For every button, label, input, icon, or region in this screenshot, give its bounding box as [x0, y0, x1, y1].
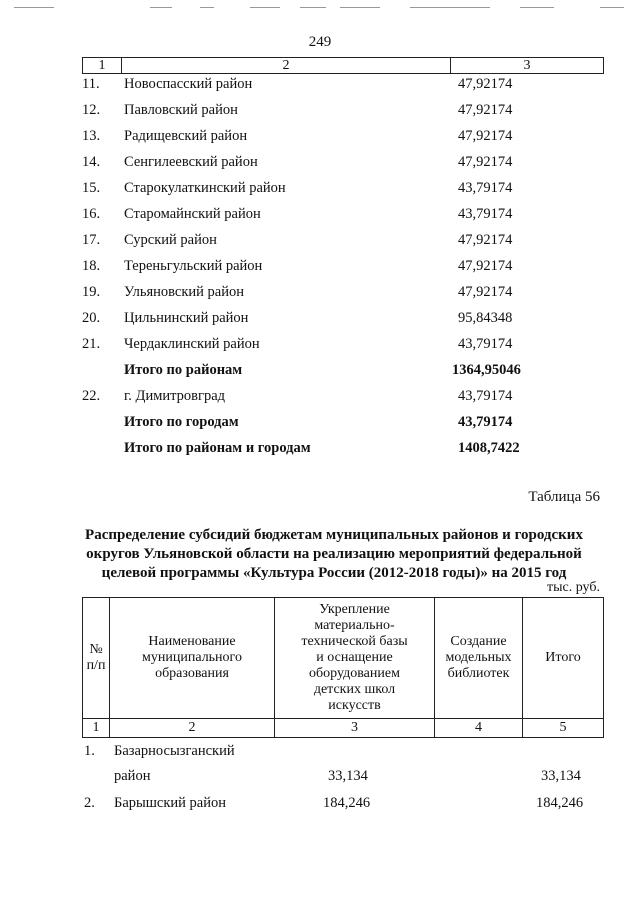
- row-name: Тереньгульский район: [124, 258, 263, 274]
- row-number: 14.: [82, 154, 101, 170]
- col-number-1: 1: [92, 720, 100, 735]
- row-number: 22.: [82, 388, 101, 404]
- table1-header-col3: 3: [523, 58, 531, 73]
- total-districts-value: 1364,95046: [452, 362, 521, 378]
- table-label: Таблица 56: [528, 489, 600, 505]
- row-name: Новоспасский район: [124, 76, 253, 92]
- row-value: 47,92174: [458, 128, 513, 144]
- row-number: 2.: [84, 795, 95, 811]
- row-number: 16.: [82, 206, 101, 222]
- row-name: г. Димитровград: [124, 388, 226, 404]
- col-header-number: № п/п: [86, 642, 106, 673]
- table1-header-col1: 1: [98, 58, 106, 73]
- row-equipment-value: 184,246: [323, 795, 371, 811]
- col-header-libraries: Создание модельных библиотек: [445, 634, 512, 681]
- row-number: 15.: [82, 180, 101, 196]
- row-total-value: 33,134: [541, 768, 581, 784]
- total-all-value: 1408,7422: [458, 440, 520, 456]
- table2-header: [82, 597, 604, 738]
- col-header-name: Наименование муниципального образования: [142, 634, 242, 681]
- col-header-equipment: Укрепление материально- технической базы и оснащение оборудованием детских школ искусств: [301, 602, 408, 713]
- row-total-value: 184,246: [536, 795, 584, 811]
- col-number-4: 4: [475, 720, 482, 735]
- col-number-5: 5: [559, 720, 567, 735]
- row-number: 1.: [84, 743, 95, 759]
- page-number: 249: [308, 34, 332, 50]
- scan-artifact-top: [0, 0, 640, 14]
- row-value: 43,79174: [458, 388, 513, 404]
- total-cities-label: Итого по городам: [124, 414, 239, 430]
- row-value: 47,92174: [458, 102, 513, 118]
- row-number: 17.: [82, 232, 101, 248]
- row-number: 11.: [82, 76, 100, 92]
- row-name: Ульяновский район: [124, 284, 245, 300]
- row-number: 13.: [82, 128, 101, 144]
- row-name: Сурский район: [124, 232, 217, 248]
- row-number: 18.: [82, 258, 101, 274]
- row-name: Старомайнский район: [124, 206, 261, 222]
- row-value: 43,79174: [458, 206, 513, 222]
- col-number-3: 3: [351, 720, 358, 735]
- row-number: 19.: [82, 284, 101, 300]
- row-value: 47,92174: [458, 232, 513, 248]
- row-name: Радищевский район: [124, 128, 248, 144]
- table1-header-col2: 2: [282, 58, 290, 73]
- row-value: 47,92174: [458, 154, 513, 170]
- row-value: 47,92174: [458, 258, 513, 274]
- table1-header: [82, 57, 604, 74]
- row-value: 47,92174: [458, 76, 513, 92]
- col-header-total: Итого: [545, 650, 581, 665]
- row-name: Барышский район: [114, 795, 226, 811]
- title-line: округов Ульяновской области на реализацию мероприятий федеральной: [86, 546, 582, 562]
- row-number: 12.: [82, 102, 101, 118]
- total-districts-label: Итого по районам: [124, 362, 243, 378]
- row-value: 95,84348: [458, 310, 513, 326]
- row-number: 20.: [82, 310, 101, 326]
- total-cities-value: 43,79174: [458, 414, 513, 430]
- row-equipment-value: 33,134: [328, 768, 368, 784]
- row-name: Чердаклинский район: [124, 336, 260, 352]
- row-value: 43,79174: [458, 336, 513, 352]
- units-label: тыс. руб.: [547, 580, 600, 595]
- row-name: Цильнинский район: [124, 310, 249, 326]
- row-value: 43,79174: [458, 180, 513, 196]
- table-title: [60, 526, 608, 583]
- title-line: целевой программы «Культура России (2012-2018 годы)» на 2015 год: [101, 565, 567, 581]
- row-number: 21.: [82, 336, 101, 352]
- row-name: Базарносызганский: [114, 743, 235, 759]
- title-line: Распределение субсидий бюджетам муниципальных районов и городских: [85, 527, 583, 543]
- row-name: Сенгилеевский район: [124, 154, 258, 170]
- row-name-cont: район: [114, 768, 151, 784]
- row-value: 47,92174: [458, 284, 513, 300]
- total-all-label: Итого по районам и городам: [124, 440, 311, 456]
- col-number-2: 2: [188, 720, 196, 735]
- row-name: Павловский район: [124, 102, 238, 118]
- row-name: Старокулаткинский район: [124, 180, 286, 196]
